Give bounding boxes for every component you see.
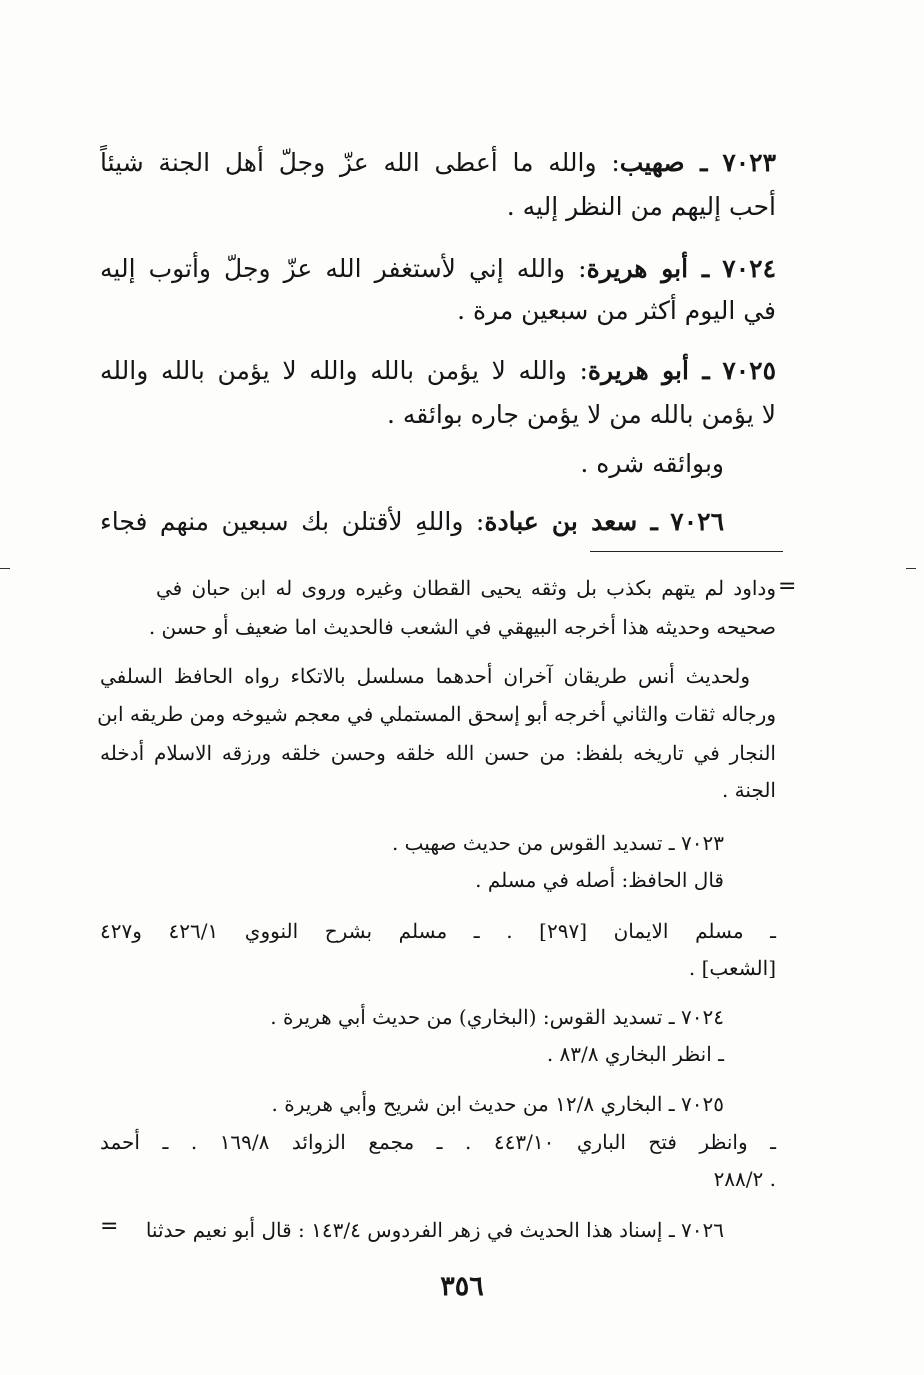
note-7026-line1: ٧٠٢٦ ـ إسناد هذا الحديث في زهر الفردوس ١٤٣/٤ : قال أبو نعيم حدثنا [145,1218,724,1242]
entry-number: ٧٠٢٥ [722,356,777,385]
note-7025-line3: ٢٨٨/٢ . [713,1167,776,1191]
note-7024-line2: ـ انظر البخاري ٨٣/٨ . [546,1042,724,1066]
entry-7026-line1: ٧٠٢٦ ـ سعد بن عبادة: واللهِ لأقتلن بك سبعين منهم فجاء [100,507,725,536]
entry-7025-line3: وبوائقه شره . [580,449,724,478]
margin-mark [906,568,916,569]
narrator-name: صهيب [619,148,685,177]
entry-number: ٧٠٢٤ [722,254,776,283]
end-continuation-mark: = [100,1214,119,1239]
entry-7025-line2: لا يؤمن بالله من لا يؤمن جاره بوائقه . [387,400,776,429]
entry-7024-line1: ٧٠٢٤ ـ أبو هريرة: والله إني لأستغفر الله عزّ وجلّ وأتوب إليه [100,254,776,283]
footnote-para2-line2: ورجاله ثقات والثاني أخرجه أبو إسحق المستملي في معجم شيوخه ومن طريقه ابن [97,702,776,726]
note-7023-refs-line2: [الشعب] . [688,956,776,980]
footnote-para2-line3: النجار في تاريخه بلفظ: من حسن الله خلقه وحسن خلقه ورزقه الاسلام أدخله [100,741,776,765]
footnote-para2-line4: الجنة . [721,778,776,802]
note-7025-line2: ـ وانظر فتح الباري ٤٤٣/١٠ . ـ مجمع الزوائد ١٦٩/٨ . ـ أحمد [100,1130,776,1154]
hadith-text: والله إني لأستغفر الله عزّ وجلّ وأتوب إليه [100,254,566,283]
note-7025-line1: ٧٠٢٥ ـ البخاري ١٢/٨ من حديث ابن شريح وأبي هريرة . [271,1092,724,1116]
entry-number: ٧٠٢٣ [722,148,777,177]
entry-7025-line1: ٧٠٢٥ ـ أبو هريرة: والله لا يؤمن بالله والله لا يؤمن بالله والله [100,356,777,385]
narrator-name: سعد بن عبادة [484,507,638,536]
entry-7024-line2: في اليوم أكثر من سبعين مرة . [457,296,776,325]
note-7023-line1: ٧٠٢٣ ـ تسديد القوس من حديث صهيب . [391,831,724,855]
entry-7023-line1: ٧٠٢٣ ـ صهيب: والله ما أعطى الله عزّ وجلّ أهل الجنة شيئاً [100,148,777,177]
hadith-text: والله لا يؤمن بالله والله لا يؤمن بالله والله [100,356,567,385]
footnote-para1-line1: وداود لم يتهم بكذب بل وثقه يحيى القطان وغيره وروى له ابن حبان في [156,576,776,600]
note-7023-refs-line1: ـ مسلم الايمان [٢٩٧] . ـ مسلم بشرح النووي ٤٢٦/١ و٤٢٧ [100,919,777,943]
page-number: ٣٥٦ [440,1271,484,1302]
narrator-name: أبو هريرة [587,356,689,385]
narrator-name: أبو هريرة [586,254,689,283]
footnote-para2-line1: ولحديث أنس طريقان آخران أحدهما مسلسل بالاتكاء رواه الحافظ السلفي [100,664,750,688]
note-7024-line1: ٧٠٢٤ ـ تسديد القوس: (البخاري) من حديث أبي هريرة . [270,1005,724,1029]
entry-number: ٧٠٢٦ [670,507,725,536]
entry-7023-line2: أحب إليهم من النظر إليه . [506,192,776,221]
margin-mark [0,568,10,569]
footnote-para1-line2: صحيحه وحديثه هذا أخرجه البيهقي في الشعب فالحديث اما ضعيف أو حسن . [148,615,776,639]
note-7023-line2: قال الحافظ: أصله في مسلم . [475,868,724,892]
hadith-text: والله ما أعطى الله عزّ وجلّ أهل الجنة شيئاً [100,148,597,177]
hadith-text: واللهِ لأقتلن بك سبعين منهم فجاء [100,507,464,536]
footnote-separator [590,551,783,552]
continuation-mark: = [778,574,797,599]
